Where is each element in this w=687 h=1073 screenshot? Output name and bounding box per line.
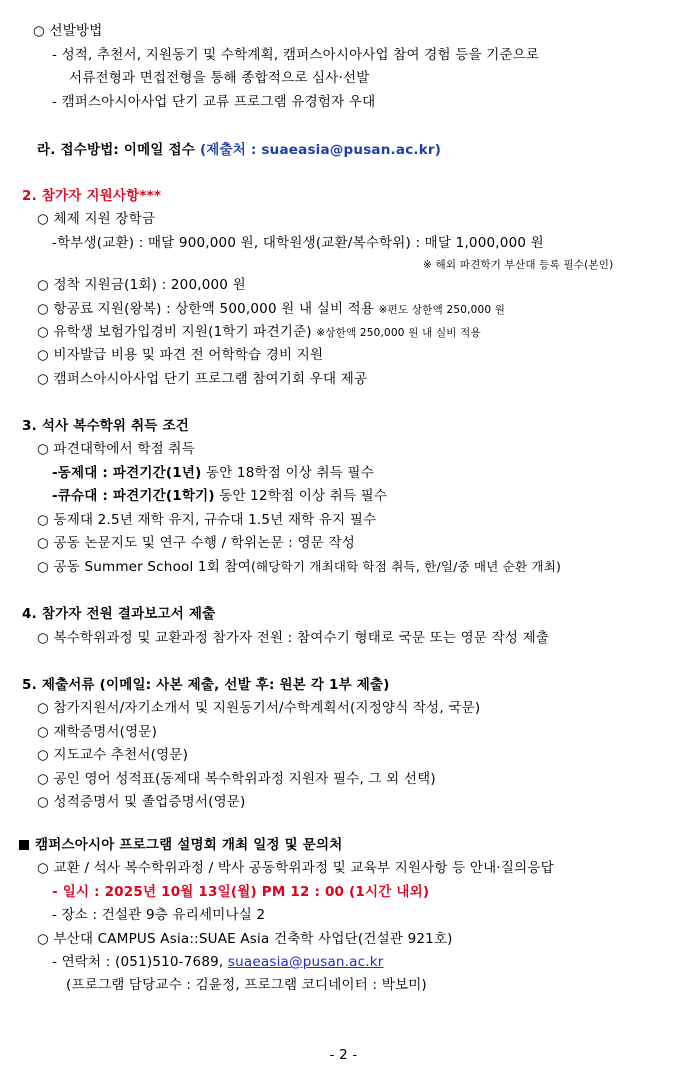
square-bullet-icon: [19, 840, 29, 850]
degree-summer-note: (해당학기 개최대학 학점 취득, 한/일/중 매년 순환 개최): [250, 559, 562, 574]
support-visa: ○ 비자발급 비용 및 파견 전 어학학습 경비 지원: [37, 347, 324, 363]
document-item: ○ 지도교수 추천서(영문): [37, 747, 189, 763]
briefing-datetime: - 일시 : 2025년 10월 13일(월) PM 12 : 00 (1시간 내외): [52, 884, 430, 900]
support-insurance: [37, 323, 481, 342]
support-scholarship-detail: -학부생(교환) : 매달 900,000 원, 대학원생(교환/복수학위) : 매달 1,000,000 원: [52, 235, 544, 251]
document-item: ○ 성적증명서 및 졸업증명서(영문): [37, 794, 246, 810]
degree-tongji-period: -동제대 : 파견기간(1년): [52, 465, 202, 481]
degree-kyushu-credits: 동안 12학점 이상 취득 필수: [214, 488, 388, 504]
document-item: ○ 재학증명서(영문): [37, 724, 158, 740]
support-airfare-note: ※편도 상한액 250,000 원: [378, 304, 506, 316]
support-scholarship-note: ※ 해외 파견학기 부산대 등록 필수(본인): [423, 259, 614, 271]
submit-method: [37, 141, 441, 159]
document-item: ○ 참가지원서/자기소개서 및 지원동기서/수학계획서(지정양식 작성, 국문): [37, 700, 481, 716]
page-number: - 2 -: [329, 1047, 358, 1063]
degree-tongji-credits: 동안 18학점 이상 취득 필수: [201, 465, 374, 481]
degree-summer-school: [37, 558, 561, 576]
support-program: ○ 캠퍼스아시아사업 단기 프로그램 참여기회 우대 제공: [37, 371, 368, 387]
report-heading: 4. 참가자 전원 결과보고서 제출: [22, 606, 216, 622]
degree-kyushu-period: -큐슈대 : 파견기간(1학기): [52, 488, 215, 504]
degree-kyushu: [52, 487, 387, 505]
support-airfare-text: ○ 항공료 지원(왕복) : 상한액 500,000 원 내 실비 적용: [37, 301, 379, 317]
selection-criteria-line2: 서류전형과 면접전형을 통해 종합적으로 심사·선발: [69, 70, 370, 86]
degree-heading: 3. 석사 복수학위 취득 조건: [22, 418, 189, 434]
support-airfare: [37, 300, 505, 319]
degree-summer-text: ○ 공동 Summer School 1회 참여: [37, 559, 251, 575]
briefing-heading: [19, 836, 342, 854]
submit-contact: (제출처 : suaeasia@pusan.ac.kr): [199, 142, 442, 158]
degree-tongji: [52, 464, 374, 482]
support-heading: [22, 187, 161, 205]
briefing-topic: ○ 교환 / 석사 복수학위과정 / 박사 공동학위과정 및 교육부 지원사항 등 안내·질의응답: [37, 860, 554, 876]
briefing-staff: (프로그램 담당교수 : 김윤정, 프로그램 코디네이터 : 박보미): [66, 977, 427, 993]
support-heading-stars: ***: [139, 188, 162, 204]
report-line: ○ 복수학위과정 및 교환과정 참가자 전원 : 참여수기 형태로 국문 또는 영문 작성 제출: [37, 630, 550, 646]
briefing-place: - 장소 : 건설관 9층 유리세미나실 2: [52, 907, 266, 923]
support-scholarship: ○ 체제 지원 장학금: [37, 211, 156, 227]
support-insurance-text: ○ 유학생 보험가입경비 지원(1학기 파견기준): [37, 324, 317, 340]
document-item: ○ 공인 영어 성적표(동제대 복수학위과정 지원자 필수, 그 외 선택): [37, 771, 436, 787]
degree-residence: ○ 동제대 2.5년 재학 유지, 규슈대 1.5년 재학 유지 필수: [37, 512, 377, 528]
degree-credit: ○ 파견대학에서 학점 취득: [37, 441, 195, 457]
support-insurance-note: ※상한액 250,000 원 내 실비 적용: [316, 327, 481, 339]
selection-preference: - 캠퍼스아시아사업 단기 교류 프로그램 유경험자 우대: [52, 94, 376, 110]
selection-heading: ○ 선발방법: [33, 23, 103, 39]
briefing-contact: [52, 953, 384, 971]
briefing-heading-text: 캠퍼스아시아 프로그램 설명회 개최 일정 및 문의처: [35, 837, 343, 853]
briefing-organization: ○ 부산대 CAMPUS Asia::SUAE Asia 건축학 사업단(건설관 921호): [37, 931, 453, 947]
support-heading-text: 2. 참가자 지원사항: [22, 188, 140, 204]
contact-email-link[interactable]: suaeasia@pusan.ac.kr: [227, 954, 384, 970]
degree-thesis: ○ 공동 논문지도 및 연구 수행 / 학위논문 : 영문 작성: [37, 535, 355, 551]
submit-method-label: 라. 접수방법: 이메일 접수: [37, 142, 200, 158]
selection-criteria-line1: - 성적, 추천서, 지원동기 및 수학계획, 캠퍼스아시아사업 참여 경험 등을 기준으로: [52, 47, 540, 63]
briefing-contact-label: - 연락처 : (051)510-7689,: [52, 954, 228, 970]
documents-heading: 5. 제출서류 (이메일: 사본 제출, 선발 후: 원본 각 1부 제출): [22, 677, 390, 693]
support-settlement: ○ 정착 지원금(1회) : 200,000 원: [37, 277, 246, 293]
